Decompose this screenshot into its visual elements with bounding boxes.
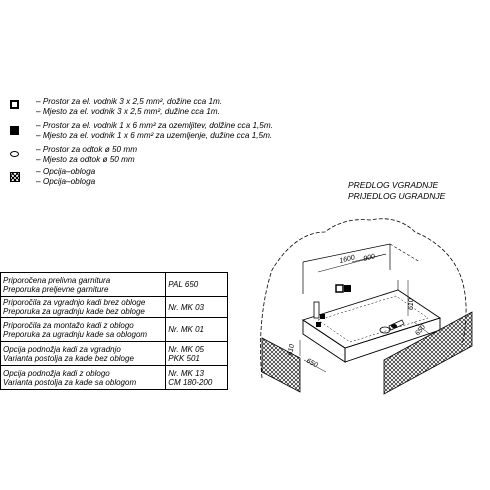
table-cell-desc: Priporočena prelivna garnitura Preporuka preljevne garniture: [1, 273, 166, 297]
table-cell-code: Nr. MK 13 CM 180-200: [166, 366, 228, 390]
table-cell-desc: Opcija podnožja kadi z oblogo Varianta postolja za kade sa oblogom: [1, 366, 166, 390]
dim-610-front: 610: [287, 343, 296, 357]
filled-square-icon: [320, 314, 325, 319]
legend-text: – Prostor za el. vodnik 1 x 6 mm² za ozemljitev, dolžine cca 1,5m.: [36, 121, 273, 130]
filled-square-icon: [344, 285, 351, 292]
table-cell-desc: Priporočila za montažo kadi z oblogo Preporuka za ugradnju kade sa oblogom: [1, 318, 166, 342]
drawing-title: PREDLOG VGRADNJE: [348, 180, 439, 190]
legend-text: – Mjesto za odtok ø 50 mm: [36, 155, 135, 164]
table-cell-code: Nr. MK 05 PKK 501: [166, 342, 228, 366]
drawing-subtitle: PRIJEDLOG UGRADNJE: [348, 191, 446, 201]
dim-650-front: 650: [305, 357, 319, 370]
open-square-icon: [336, 285, 343, 292]
table-cell-desc: Opcija podnožja kadi za vgradnjo Varianta postolja za kade bez obloge: [1, 342, 166, 366]
dim-650-side: 650: [414, 323, 428, 338]
dim-610: 610: [408, 298, 415, 310]
table-cell-code: Nr. MK 01: [166, 318, 228, 342]
pipe-fitting: [314, 302, 319, 318]
cladding-panel-right: [384, 312, 472, 394]
tub-side: [303, 320, 345, 362]
table-cell-code: Nr. MK 03: [166, 297, 228, 318]
legend-text: – Prostor za odtok ø 50 mm: [36, 145, 138, 154]
table-cell-code: PAL 650: [166, 273, 228, 297]
dim-900: 900: [362, 253, 376, 263]
table-cell-desc: Priporočila za vgradnjo kadi brez obloge Preporuka za ugradnju kade bez obloge: [1, 297, 166, 318]
legend-text: – Mjesto za el. vodnik 3 x 2,5 mm², dužine cca 1m.: [36, 107, 220, 116]
legend-text: – Opcija–obloga: [36, 167, 96, 176]
legend-text: – Mjesto za el. vodnik 1 x 6 mm² za uzemljenje, dužine cca 1,5m.: [36, 131, 273, 140]
wall-side-line: [390, 244, 420, 262]
legend-text: – Prostor za el. vodnik 3 x 2,5 mm², dožine cca 1m.: [36, 97, 223, 106]
filled-square-icon: [316, 322, 321, 327]
legend-text: – Opcija–obloga: [36, 177, 96, 186]
dim-1600: 1600: [338, 254, 356, 265]
